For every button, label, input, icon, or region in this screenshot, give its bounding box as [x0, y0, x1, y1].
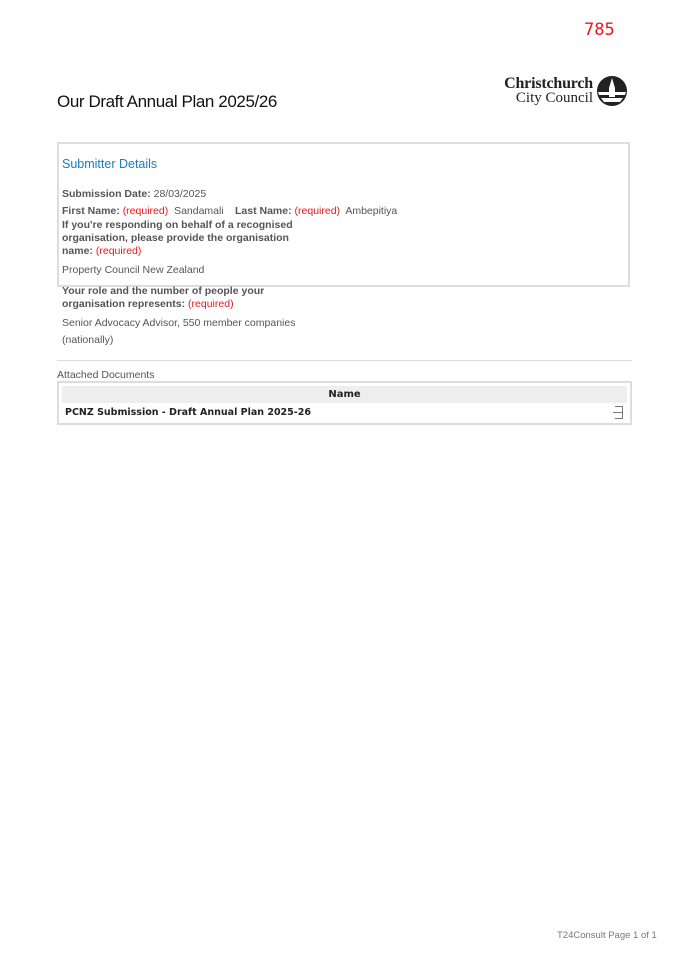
submission-date-label: Submission Date: [62, 188, 151, 200]
page-footer: T24Consult Page 1 of 1 [557, 930, 657, 941]
last-name-required: (required) [294, 205, 341, 217]
first-name-value: Sandamali [174, 205, 224, 217]
logo-line-2: City Council [515, 90, 593, 106]
organisation-label-line-3: name: [62, 245, 93, 257]
last-name-field [235, 205, 397, 218]
organisation-required: (required) [95, 245, 142, 257]
last-name-value: Ambepitiya [345, 205, 398, 217]
first-name-label: First Name: [62, 205, 120, 217]
logo-line-1: Christchurch [504, 75, 593, 92]
council-logo [498, 75, 628, 109]
table-row[interactable] [62, 404, 627, 421]
last-name-label: Last Name: [235, 205, 292, 217]
submission-date-field [62, 188, 206, 201]
role-required: (required) [188, 298, 234, 310]
organisation-label [62, 219, 293, 258]
attached-documents-table [57, 381, 632, 425]
first-name-field [62, 205, 224, 218]
document-name[interactable]: PCNZ Submission - Draft Annual Plan 2025-26 [65, 407, 311, 418]
submitter-details-heading: Submitter Details [62, 157, 158, 171]
role-label [62, 285, 264, 311]
role-label-line-2: organisation represents: [62, 298, 186, 310]
document-icon[interactable] [615, 406, 623, 419]
page-title: Our Draft Annual Plan 2025/26 [57, 92, 277, 111]
table-header-name: Name [62, 386, 627, 403]
role-value-line-1: Senior Advocacy Advisor, 550 member companies [62, 317, 296, 329]
first-name-required: (required) [122, 205, 169, 217]
page-number: 785 [584, 20, 615, 40]
attached-documents-label: Attached Documents [57, 369, 155, 381]
organisation-label-line-2: organisation, please provide the organisation [62, 232, 289, 244]
cathedral-icon [596, 75, 628, 107]
role-value-line-2: (nationally) [62, 334, 114, 346]
organisation-value: Property Council New Zealand [62, 264, 205, 276]
submission-date-value: 28/03/2025 [153, 188, 207, 200]
role-label-line-1: Your role and the number of people your [62, 285, 265, 297]
section-divider [57, 360, 632, 361]
organisation-label-line-1: If you're responding on behalf of a recognised [62, 219, 293, 231]
